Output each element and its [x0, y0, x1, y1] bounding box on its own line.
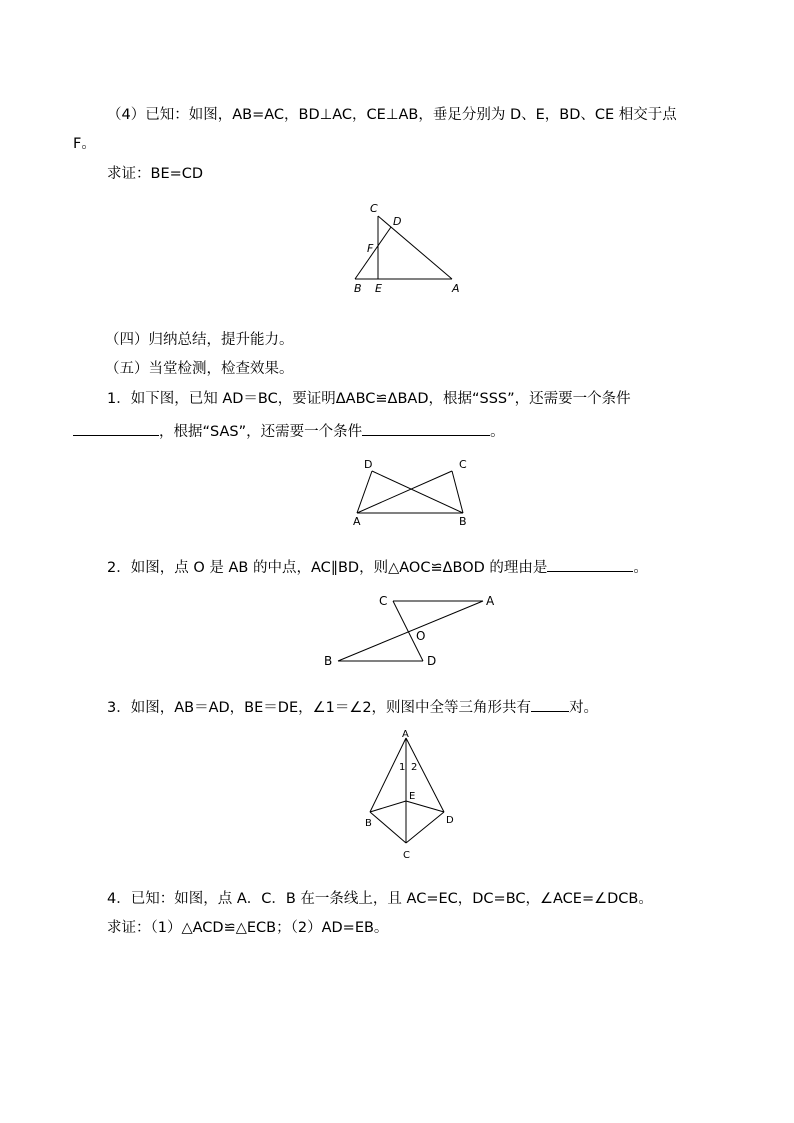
figure-q3: [355, 725, 465, 865]
figure-q1: [345, 455, 475, 530]
label-D: D: [427, 654, 437, 668]
label-C: C: [370, 202, 378, 215]
label-A: A: [402, 729, 409, 740]
label-A: A: [486, 594, 495, 608]
q1-line2: [73, 421, 505, 442]
q3-line: [107, 697, 598, 718]
q4-line1: 4．已知：如图，点 A．C．B 在一条线上，且 AC=EC，DC=BC，∠ACE=∠DCB。: [107, 891, 653, 907]
label-E: E: [409, 791, 416, 802]
q1-text-sas: ，根据“SAS”，还需要一个条件: [159, 424, 363, 440]
segment-ca: [378, 216, 452, 279]
label-D: D: [364, 458, 373, 471]
label-B: B: [459, 515, 467, 528]
q2-blank-reason[interactable]: [547, 557, 633, 572]
figure-q2: [318, 590, 498, 670]
segment-be: [370, 801, 406, 812]
section-4-heading: （四）归纳总结，提升能力。: [105, 332, 294, 348]
segment-dc: [406, 812, 444, 843]
label-A: A: [452, 282, 460, 295]
label-C: C: [379, 594, 388, 608]
q2-line: [107, 557, 648, 578]
problem4-prove: 求证：BE=CD: [107, 166, 204, 182]
label-A: A: [353, 515, 361, 528]
segment-ad: [357, 471, 372, 513]
label-angle-2: 2: [411, 762, 418, 773]
q3-text-end: 对。: [569, 700, 599, 716]
label-D: D: [446, 815, 454, 826]
q4-line2: 求证：（1）△ACD≌△ECB；（2）AD=EB。: [107, 920, 389, 936]
q3-text: 3．如图，AB＝AD，BE＝DE，∠1＝∠2，则图中全等三角形共有: [107, 700, 532, 716]
label-F: F: [367, 242, 374, 255]
figure-problem4: [345, 200, 475, 300]
segment-ab: [370, 738, 406, 812]
label-angle-1: 1: [399, 762, 406, 773]
q2-text-end: 。: [633, 560, 648, 576]
label-B: B: [324, 654, 333, 668]
label-D: D: [393, 215, 402, 228]
segment-ab: [338, 601, 483, 661]
label-B: B: [354, 282, 362, 295]
segment-bd: [372, 471, 463, 513]
problem4-line2: F。: [73, 136, 96, 152]
segment-bc: [452, 471, 463, 513]
problem4-line1: （4）已知：如图，AB=AC，BD⊥AC，CE⊥AB，垂足分别为 D、E，BD、CE 相交于点: [107, 107, 677, 123]
q1-blank-sss[interactable]: [73, 421, 159, 436]
label-C: C: [403, 850, 410, 861]
q1-line1: 1．如下图，已知 AD＝BC，要证明ΔABC≌ΔBAD，根据“SSS”，还需要一个条件: [107, 391, 631, 407]
label-C: C: [459, 458, 467, 471]
q3-blank-count[interactable]: [531, 697, 569, 712]
q1-blank-sas[interactable]: [362, 421, 490, 436]
q2-text: 2．如图，点 O 是 AB 的中点，AC∥BD，则△AOC≌ΔBOD 的理由是: [107, 560, 548, 576]
section-5-heading: （五）当堂检测，检查效果。: [105, 361, 294, 377]
segment-de: [406, 801, 444, 812]
q1-text-end: 。: [490, 424, 505, 440]
label-E: E: [375, 282, 382, 295]
label-O: O: [416, 629, 426, 643]
segment-ac: [357, 471, 452, 513]
segment-bc: [370, 812, 406, 843]
label-B: B: [365, 818, 372, 829]
